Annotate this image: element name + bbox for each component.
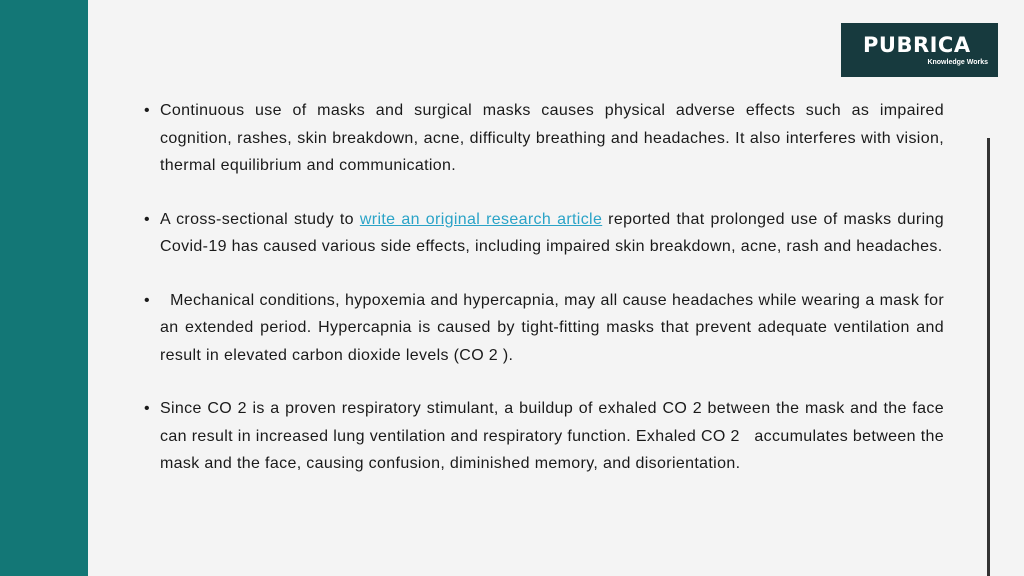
bullet-co2-stimulant [142,395,944,478]
bullet-text: Continuous use of masks and surgical masks causes physical adverse effects such as impaired cognition, rashes, skin breakdown, acne, difficulty breathing and headaches. It also interferes with vision, thermal equilibrium and communication. [160,102,944,174]
bullet-cross-sectional-study [142,206,944,261]
bullet-mask-adverse-effects [142,97,944,180]
bullet-hypercapnia [142,287,944,370]
left-accent-bar [0,0,88,576]
logo-tagline: Knowledge Works [927,59,988,66]
bullet-list [142,97,944,504]
bullet-text-after-link: reported that prolonged use of masks during Covid-19 has caused various side effects, including impaired skin breakdown, acne, rash and headaches. [160,210,945,255]
pubrica-logo [841,23,998,77]
right-divider-line [987,138,990,576]
bullet-text-before-link: A cross-sectional study to [160,210,360,228]
bullet-text: Mechanical conditions, hypoxemia and hypercapnia, may all cause headaches while wearing a mask for an extended period. Hypercapnia is caused by tight-fitting masks that prevent adequate ventilation and result in elevated carbon dioxide levels (CO 2 ). [160,291,944,364]
bullet-text: Since CO 2 is a proven respiratory stimulant, a buildup of exhaled CO 2 between the mask and the face can result in increased lung ventilation and respiratory function. Exhaled CO 2 accumulates between the mask and the face, causing confusion, diminished memory, and disorientation. [160,400,944,472]
research-article-link[interactable]: write an original research article [359,210,603,228]
logo-wordmark: PUBRICA [863,33,971,57]
